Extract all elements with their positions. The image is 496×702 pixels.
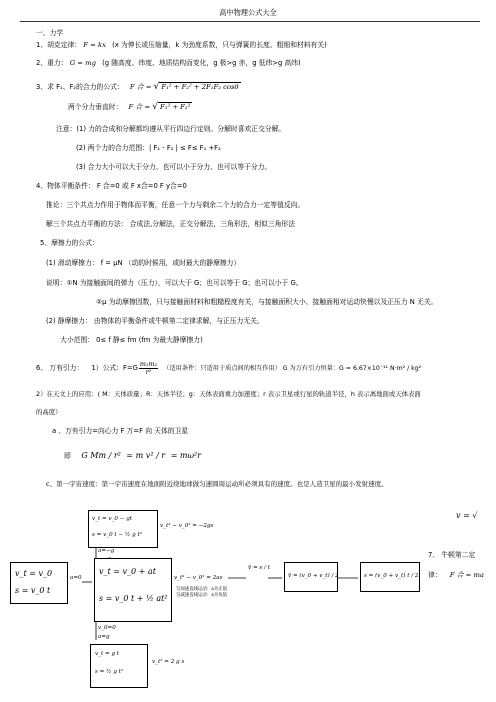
cond-bottom-a: a=g — [98, 634, 110, 640]
cond-top-a: a=−g — [98, 548, 115, 554]
gravitation-denominator: r² — [145, 367, 152, 376]
gravity-label: 2、重力： — [36, 59, 68, 67]
bottom-eq-1: v_t = g t — [95, 651, 120, 657]
perpendicular-expression: F₁² + F₂² — [160, 103, 191, 111]
average-velocity-box — [284, 562, 338, 592]
free-fall-up-box — [88, 510, 158, 548]
cond-bottom-v0: v_0=0 — [98, 625, 116, 631]
uniform-motion-box — [10, 562, 68, 604]
hooke-formula: F = kx — [83, 41, 106, 49]
bottom-result: v_t² = 2 g s — [152, 659, 185, 665]
gravitation-numerator: m₁m₂ — [139, 360, 158, 368]
top-eq-1: v_t = v_0 − gt — [92, 516, 133, 522]
center-note-accel: 匀加速直线运动：a为正值 — [176, 587, 227, 592]
bottom-eq-2: s = ½ g t² — [95, 669, 124, 675]
orbit-mid: = m v² / r — [126, 451, 166, 460]
orbit-rhs: = mω²r — [170, 451, 202, 460]
equilibrium-inference: 推论：三个共点力作用于物体而平衡，任意一个力与剩余二个力的合力一定等值反向。 — [46, 201, 305, 209]
gravity-note: (g 随高度、纬度、地质结构而变化，g 极>g 赤，g 低纬>g 高纬) — [102, 59, 301, 67]
section-mechanics-title: 一、力学 — [36, 29, 64, 37]
page-header-title: 高中物理公式大全 — [219, 8, 277, 17]
note-range: (2) 两个力的合力范围：| F₁ - F₂ | ≤ F≤ F₁ +F₂ — [76, 144, 221, 152]
newton-formula: F 合 = ma — [449, 571, 484, 579]
note-magnitude: (3) 合力大小可以大于分力、也可以小于分力、也可以等于分力。 — [76, 163, 272, 171]
sliding-friction: (1) 滑动摩擦力： f = μN （动的时候用，或时最大的静摩擦力） — [46, 259, 241, 267]
top-eq-2: s = v_0 t − ½ g t² — [92, 532, 142, 538]
gravitation-condition: （适用条件：只适用于质点间的相互作用） G 为万有引力恒量：G = 6.67×10⁻¹¹ N·m² / kg² — [163, 365, 422, 373]
newton-label-2: 律： — [428, 571, 442, 579]
center-result: v_t² − v_0² = 2as — [174, 575, 223, 581]
resultant-label: 3、求 F₁、F₂的合力的公式： — [36, 83, 124, 91]
gravity-formula: G = mg — [69, 59, 96, 67]
free-fall-box — [90, 644, 148, 688]
static-friction: (2) 静摩擦力： 由物体的平衡条件或牛顿第二定律求解，与正压力无关。 — [46, 317, 264, 325]
s-eq: s = (v_0 + v_t) t / 2 — [364, 573, 419, 579]
center-eq-2: s = v_0 t + ½ at² — [99, 594, 168, 603]
friction-title: 5、摩擦力的公式： — [40, 239, 99, 247]
average-velocity-def: v̄ = s / t — [248, 565, 270, 571]
center-eq-1: v_t = v_0 + at — [99, 567, 156, 576]
static-friction-range: 大小范围： 0≤ f 静≤ fm (fm 为最大静摩擦力) — [60, 336, 203, 344]
left-eq-2: s = v_0 t — [15, 586, 51, 595]
astronomy-application-1: 2）在天文上的应用：( M：天体质量；R：天体半径；g：天体表面重力加速度；r 表示卫星或行星的轨道半径，h 表示离地面或天体表面 — [36, 390, 421, 398]
gravitation-formula-prefix: 1）公式：F=G — [91, 364, 138, 373]
perpendicular-label: 两个分力垂直时： — [68, 103, 123, 111]
top-result: v_t² − v_0² = −2gs — [160, 523, 214, 529]
cond-left: a=0 — [70, 575, 82, 581]
equilibrium-methods: 解三个共点力平衡的方法： 合成法,分解法，正交分解法，三角形法，相似三角形法 — [46, 220, 296, 228]
friction-explain-2: ②μ 为动摩擦因数，只与接触面材料和粗糙程度有关，与接触面积大小、接触面相对运动快慢以及正压力 N 无关。 — [96, 298, 438, 306]
astronomy-application-2: 的高度） — [36, 408, 62, 416]
hooke-label: 1、胡克定律： — [36, 41, 82, 49]
orbit-equation-prefix: 即 — [64, 452, 71, 460]
truncated-velocity-formula: v = √ — [456, 511, 478, 520]
resultant-symbol: F 合 = — [129, 83, 154, 91]
equilibrium-line: 4、物体平衡条件： F 合=0 或 F x合=0 F y合=0 — [36, 182, 187, 190]
note-parallelogram: 注意：(1) 力的合成和分解都均遵从平行四边行定则。分解时喜欢正交分解。 — [56, 125, 286, 133]
resultant-expression: F₁² + F₂² + 2F₁F₂ cosθ — [161, 83, 239, 91]
left-eq-1: v_t = v_0 — [15, 569, 53, 578]
orbit-lhs: G Mm / r² — [81, 451, 121, 460]
gravitation-label: 6、 万有引力： — [36, 364, 84, 373]
hooke-note: (x 为伸长或压缩量，k 为劲度系数，只与弹簧的长度、粗细和材料有关) — [112, 41, 327, 49]
displacement-box — [360, 562, 420, 592]
uniform-acceleration-box — [94, 558, 172, 622]
resultant-force-line: 3、求 F₁、F₂的合力的公式： F 合 = √ F₁² + F₂² + 2F₁F₂ cosθ — [36, 82, 239, 92]
first-cosmic-velocity: c、第一宇宙速度：第一宇宙速度在地面附近绕地球做匀速圆周运动所必须具有的速度。也是人造卫星的最小发射速度。 — [46, 480, 388, 488]
avg-eq: v̄ = (v_0 + v_t) / 2 — [288, 573, 339, 579]
centripetal-label: a 、万有引力=向心力 F 万=F 向 天体的卫星 — [52, 427, 189, 435]
newton-second-law-label: 7、 牛顿第二定 — [428, 551, 476, 559]
perpendicular-line: 两个分力垂直时： F 合 = √ F₁² + F₂² — [68, 102, 191, 112]
friction-explain-1: 说明：①N 为接触面间的弹力（压力），可以大于 G；也可以等于 G；也可以小于 G。 — [46, 279, 303, 287]
center-note-decel: 匀减速直线运动：a为负值 — [176, 593, 227, 598]
perp-symbol: F 合 = — [128, 103, 153, 111]
